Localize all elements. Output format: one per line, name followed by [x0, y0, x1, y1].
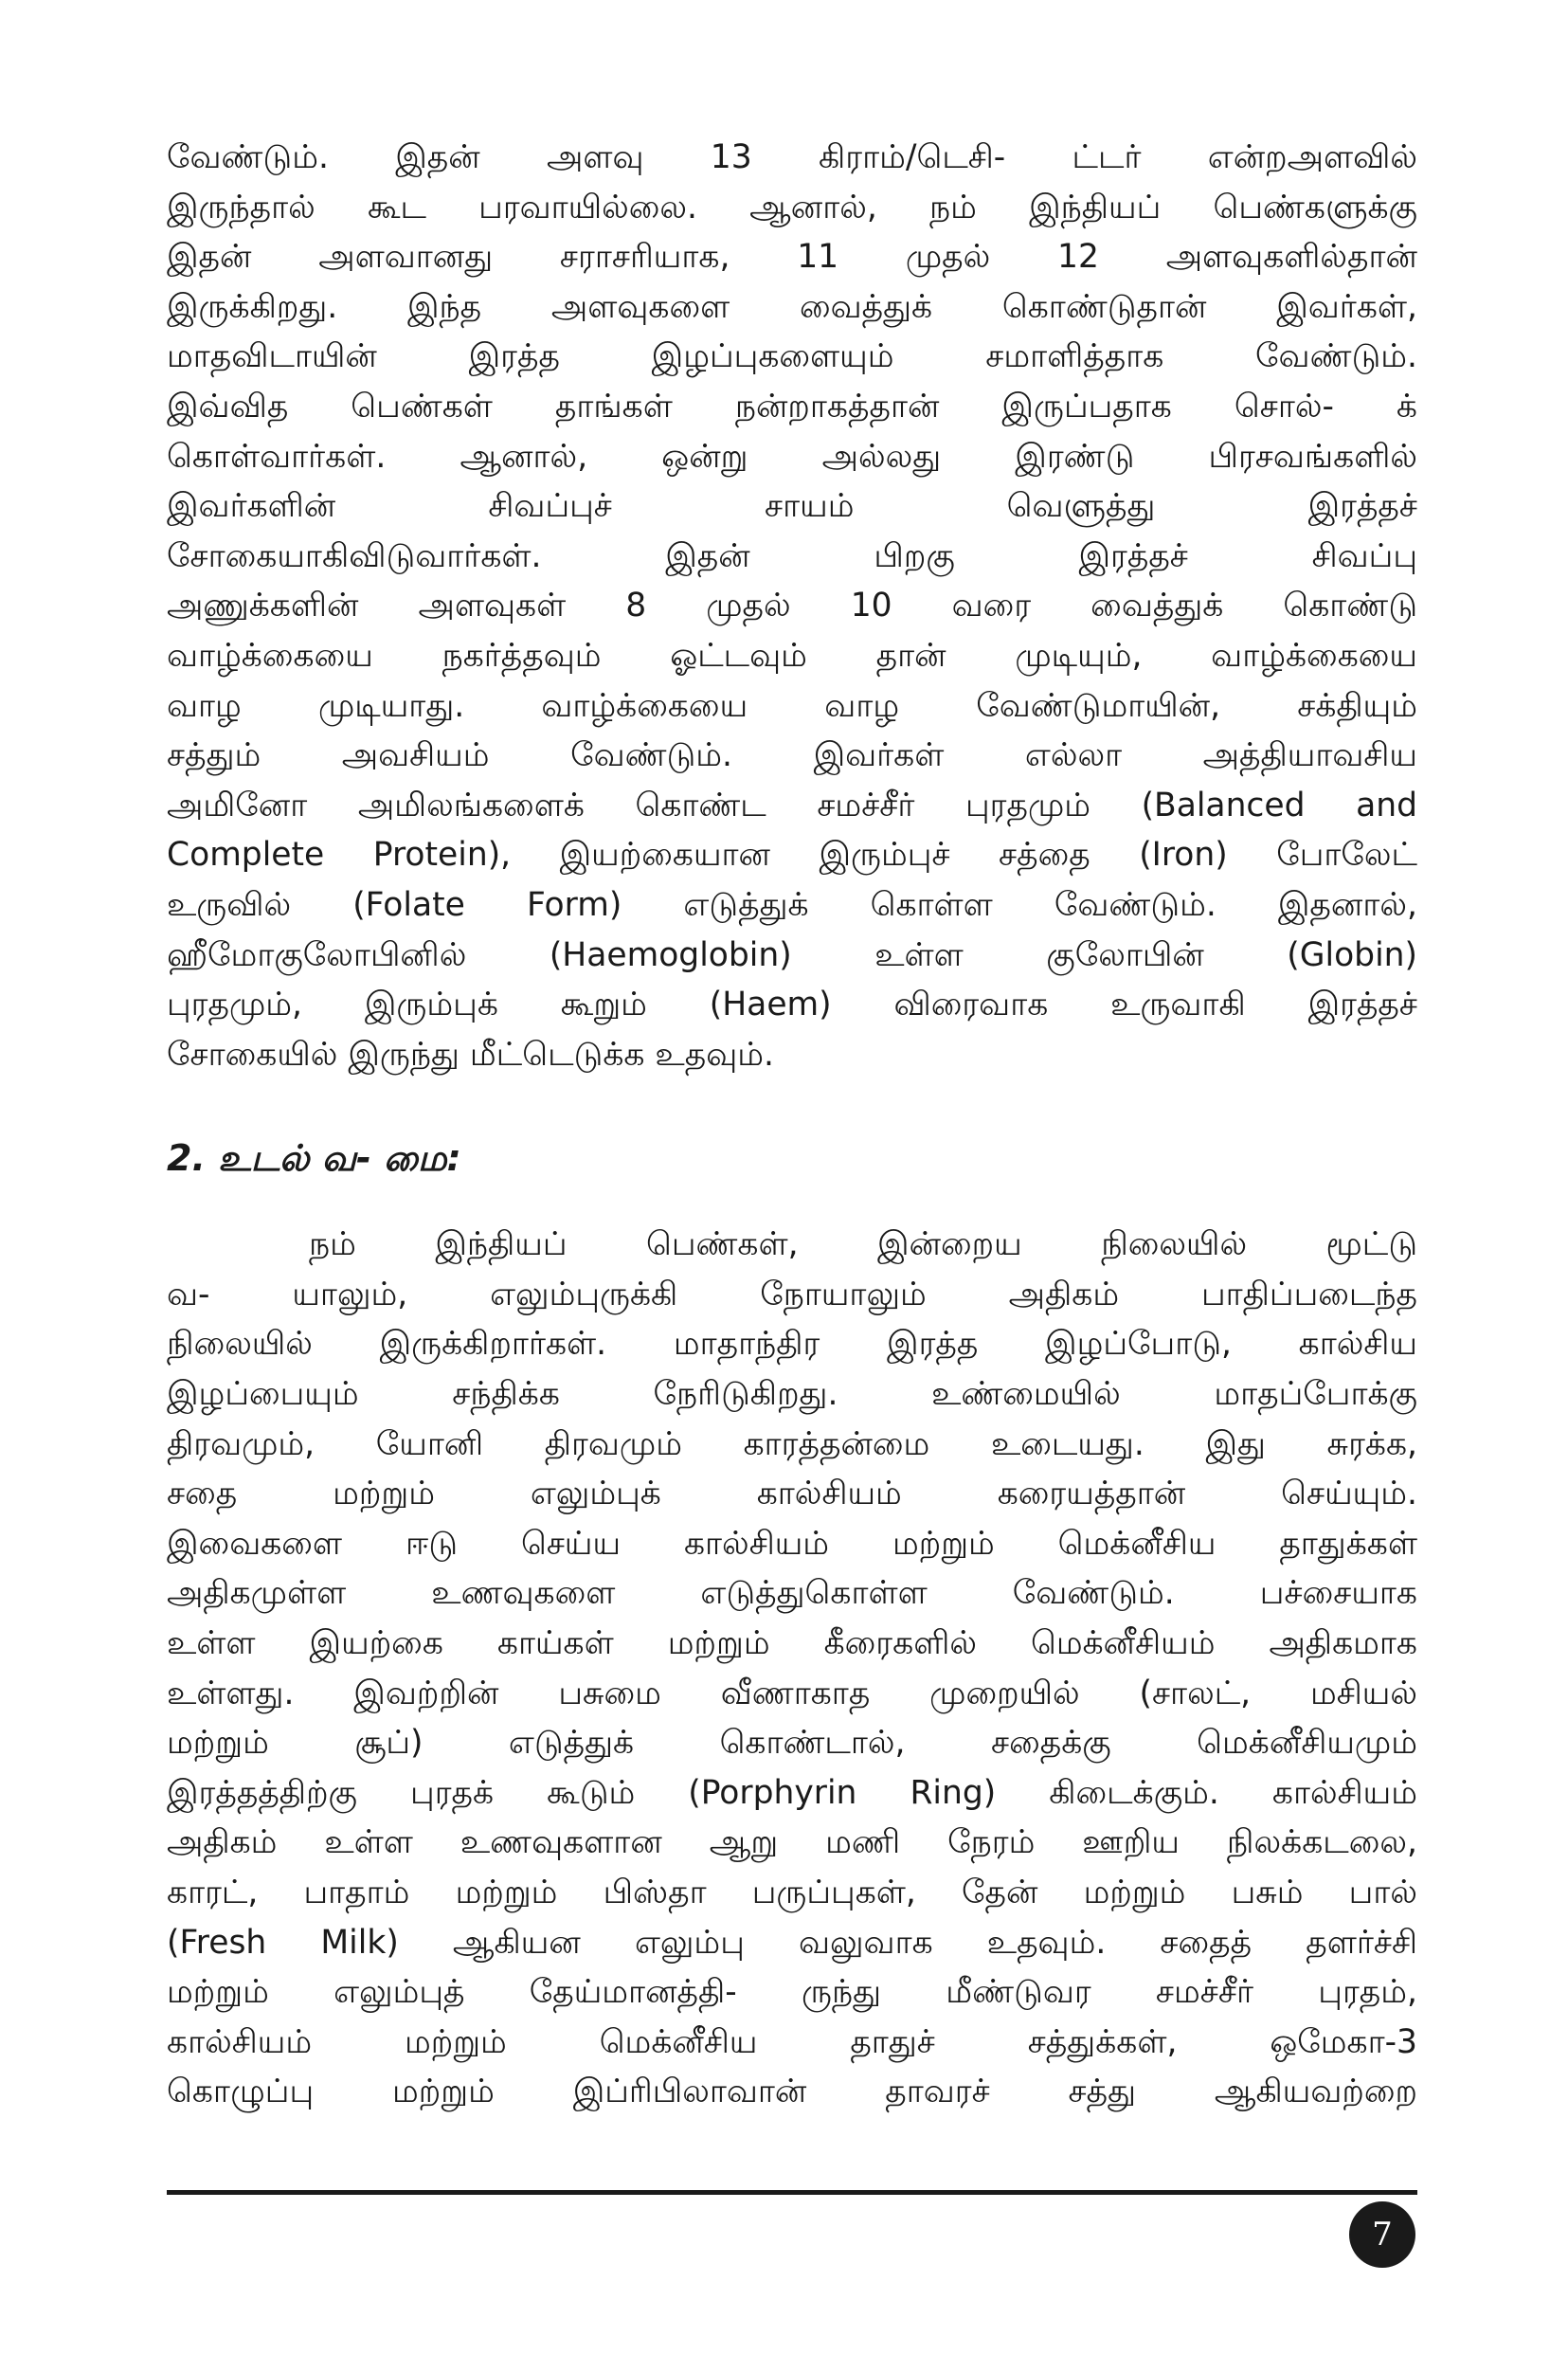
text-line: இதன் அளவானது சராசரியாக, 11 முதல் 12 அளவுகளில்தான் [167, 238, 1417, 277]
page-content [167, 133, 1417, 2117]
text-line: நம் இந்தியப் பெண்கள், இன்றைய நிலையில் மூட்டு [309, 1225, 1417, 1264]
section-heading: 2. உடல் வ- மை: [167, 1137, 461, 1180]
text-line: இழப்பையும் சந்திக்க நேரிடுகிறது. உண்மையில் மாதப்போக்கு [167, 1375, 1417, 1414]
text-line: மாதவிடாயின் இரத்த இழப்புகளையும் சமாளித்தாக வேண்டும். [167, 337, 1417, 376]
text-line: இவ்வித பெண்கள் தாங்கள் நன்றாகத்தான் இருப்பதாக சொல்- க் [167, 387, 1417, 426]
text-line: இருந்தால் கூட பரவாயில்லை. ஆனால், நம் இந்தியப் பெண்களுக்கு [167, 188, 1417, 226]
text-line: மற்றும் சூப்) எடுத்துக் கொண்டால், சதைக்கு மெக்னீசியமும் [167, 1724, 1417, 1763]
text-line: உருவில் (Folate Form) எடுத்துக் கொள்ள வேண்டும். இதனால், [167, 885, 1417, 924]
text-line: வேண்டும். இதன் அளவு 13 கிராம்/டெசி- ட்டர் என்றஅளவில் [167, 138, 1417, 176]
text-line: இவர்களின் சிவப்புச் சாயம் வெளுத்து இரத்தச் [167, 487, 1417, 526]
text-line: புரதமும், இரும்புக் கூறும் (Haem) விரைவாக உருவாகி இரத்தச் [167, 986, 1417, 1024]
text-line: திரவமும், யோனி திரவமும் காரத்தன்மை உடையது. இது சுரக்க, [167, 1424, 1417, 1463]
text-line: அதிகம் உள்ள உணவுகளான ஆறு மணி நேரம் ஊறிய நிலக்கடலை, [167, 1823, 1417, 1862]
text-line: இவைகளை ஈடு செய்ய கால்சியம் மற்றும் மெக்னீசிய தாதுக்கள் [167, 1524, 1417, 1563]
text-line: சதை மற்றும் எலும்புக் கால்சியம் கரையத்தான் செய்யும். [167, 1475, 1417, 1513]
text-line: கொழுப்பு மற்றும் இப்ரிபிலாவான் தாவரச் சத்து ஆகியவற்றை [167, 2073, 1417, 2111]
text-line: சத்தும் அவசியம் வேண்டும். இவர்கள் எல்லா அத்தியாவசிய [167, 736, 1417, 775]
text-line: காரட், பாதாம் மற்றும் பிஸ்தா பருப்புகள், தேன் மற்றும் பசும் பால் [167, 1874, 1417, 1911]
text-line: (Fresh Milk) ஆகியன எலும்பு வலுவாக உதவும். சதைத் தளர்ச்சி [167, 1923, 1417, 1962]
footer-divider [167, 2190, 1417, 2195]
text-line: வ- யாலும், எலும்புருக்கி நோயாலும் அதிகம் பாதிப்படைந்த [167, 1275, 1417, 1313]
text-line: அதிகமுள்ள உணவுகளை எடுத்துகொள்ள வேண்டும். பச்சையாக [167, 1574, 1417, 1613]
text-line: மற்றும் எலும்புத் தேய்மானத்தி- ருந்து மீண்டுவர சமச்சீர் புரதம், [167, 1973, 1417, 2012]
text-line: அணுக்களின் அளவுகள் 8 முதல் 10 வரை வைத்துக் கொண்டு [167, 587, 1417, 625]
text-line: ஹீமோகுலோபினில் (Haemoglobin) உள்ள குலோபின் (Globin) [167, 935, 1417, 974]
text-line: அமினோ அமிலங்களைக் கொண்ட சமச்சீர் புரதமும் (Balanced and [167, 786, 1417, 824]
page-number-badge: 7 [1349, 2201, 1415, 2268]
text-line: கால்சியம் மற்றும் மெக்னீசிய தாதுச் சத்துக்கள், ஒமேகா-3 [167, 2022, 1417, 2061]
text-line: உள்ள இயற்கை காய்கள் மற்றும் கீரைகளில் மெக்னீசியம் அதிகமாக [167, 1624, 1417, 1663]
text-line: நிலையில் இருக்கிறார்கள். மாதாந்திர இரத்த இழப்போடு, கால்சிய [167, 1325, 1417, 1364]
text-line: கொள்வார்கள். ஆனால், ஒன்று அல்லது இரண்டு பிரசவங்களில் [167, 437, 1417, 476]
text-line: வாழ முடியாது. வாழ்க்கையை வாழ வேண்டுமாயின், சக்தியும் [167, 686, 1417, 725]
text-line: உள்ளது. இவற்றின் பசுமை வீணாகாத முறையில் (சாலட், மசியல் [167, 1674, 1417, 1712]
paragraph-body-pain [167, 1220, 1417, 2117]
text-line: இருக்கிறது. இந்த அளவுகளை வைத்துக் கொண்டுதான் இவர்கள், [167, 287, 1417, 326]
text-line: சோகையில் இருந்து மீட்டெடுக்க உதவும். [167, 1035, 774, 1074]
text-line: வாழ்க்கையை நகர்த்தவும் ஓட்டவும் தான் முடியும், வாழ்க்கையை [167, 636, 1417, 675]
paragraph-anemia [167, 133, 1417, 1079]
text-line: இரத்தத்திற்கு புரதக் கூடும் (Porphyrin Ring) கிடைக்கும். கால்சியம் [167, 1773, 1417, 1812]
text-line: சோகையாகிவிடுவார்கள். இதன் பிறகு இரத்தச் சிவப்பு [167, 536, 1417, 575]
text-line: Complete Protein), இயற்கையான இரும்புச் சத்தை (Iron) போலேட் [167, 836, 1417, 875]
